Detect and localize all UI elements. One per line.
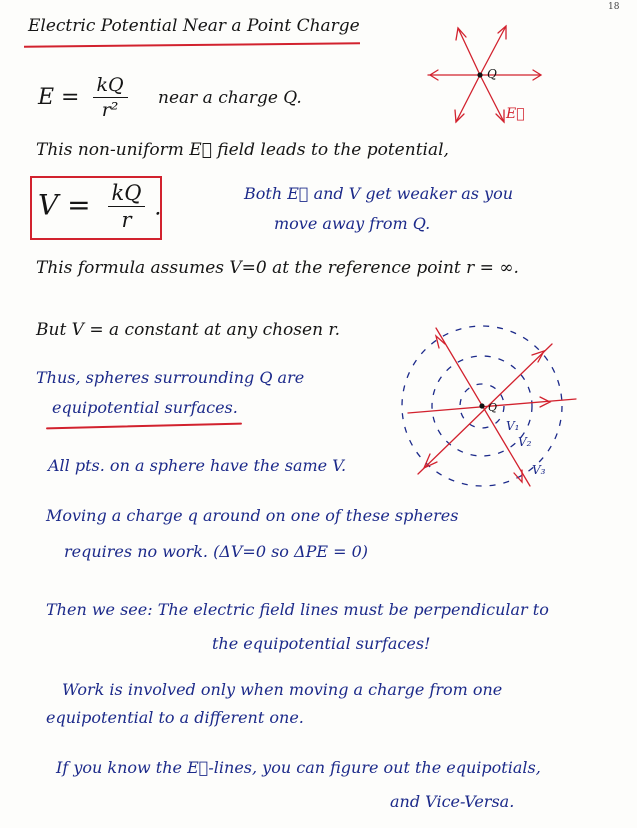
v-equation-denominator: r: [121, 208, 132, 232]
charge-q-label: Q: [488, 401, 498, 414]
perpendicular-line-2: the equipotential surfaces!: [212, 634, 431, 653]
e-equation-fraction: [93, 76, 128, 120]
moving-charge-line-2: requires no work. (ΔV=0 so ΔPE = 0): [64, 542, 369, 561]
page-number: 18: [608, 2, 620, 12]
equipotential-underline: [46, 423, 242, 430]
spheres-line-2: equipotential surfaces.: [52, 398, 238, 417]
reference-point-line: This formula assumes V=0 at the reference point r = ∞.: [36, 258, 519, 278]
potential-equation: [38, 183, 161, 231]
constant-v-line: But V = a constant at any chosen r.: [36, 320, 341, 340]
field-lines-diagram: [420, 18, 550, 130]
v-equation-lhs: V =: [38, 188, 91, 222]
near-charge-text: near a charge Q.: [158, 88, 302, 108]
point-charge-dot: [477, 72, 482, 77]
v2-label: V₂: [518, 435, 532, 449]
work-line-2: equipotential to a different one.: [46, 708, 304, 727]
both-weaker-line-1: Both E⃗ and V get weaker as you: [244, 184, 514, 203]
equipotential-diagram: [382, 318, 590, 498]
same-v-line: All pts. on a sphere have the same V.: [48, 456, 347, 475]
title-underline: [24, 42, 360, 48]
conclusion-line-1: If you know the E⃗-lines, you can figure out the equipotials,: [56, 758, 541, 777]
e-equation-numerator: kQ: [93, 76, 128, 98]
moving-charge-line-1: Moving a charge q around on one of these spheres: [46, 506, 459, 525]
charge-dot: [479, 403, 484, 408]
v3-label: V₃: [532, 463, 546, 477]
nonuniform-field-line: This non-uniform E⃗ field leads to the potential,: [36, 140, 449, 160]
conclusion-line-2: and Vice-Versa.: [390, 792, 515, 811]
charge-label: Q: [487, 67, 497, 81]
work-line-1: Work is involved only when moving a charge from one: [62, 680, 503, 699]
e-equation-denominator: r²: [101, 99, 119, 121]
field-label: E⃗: [506, 106, 525, 122]
e-equation-lhs: E =: [38, 85, 80, 110]
spheres-line-1: Thus, spheres surrounding Q are: [36, 368, 305, 387]
perpendicular-line-1: Then we see: The electric field lines must be perpendicular to: [46, 600, 549, 619]
e-field-equation: [38, 76, 128, 120]
both-weaker-line-2: move away from Q.: [274, 214, 431, 233]
v1-label: V₁: [506, 419, 520, 433]
v-equation-fraction: [108, 183, 146, 231]
page-title: Electric Potential Near a Point Charge: [28, 16, 360, 36]
v-equation-period: .: [154, 195, 162, 221]
v-equation-numerator: kQ: [108, 183, 146, 207]
